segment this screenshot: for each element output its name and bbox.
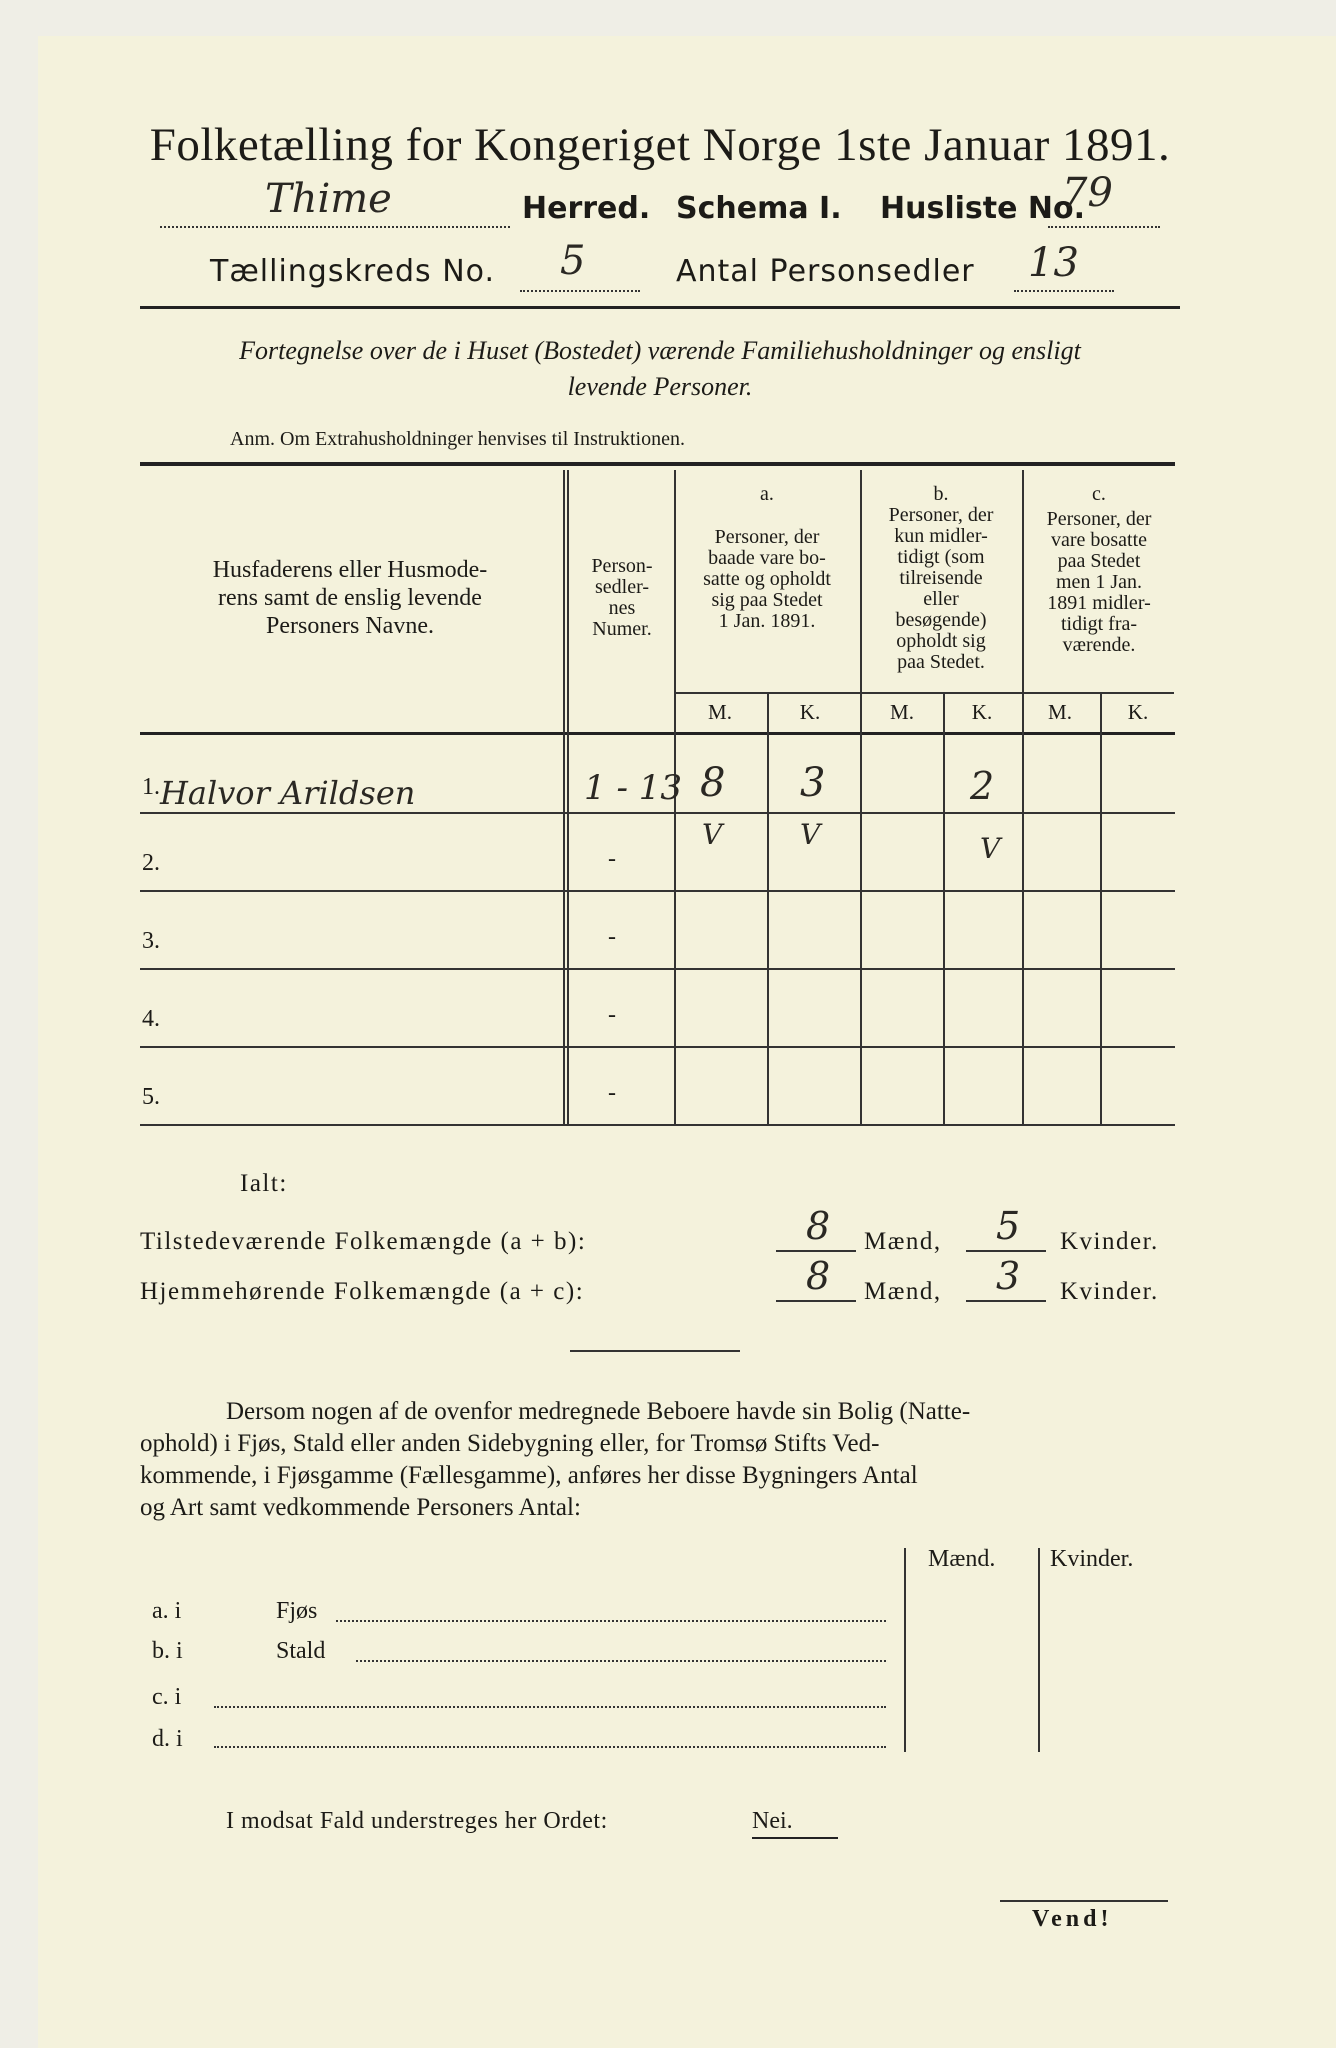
- anm-note: Anm. Om Extrahusholdninger henvises til Instruktionen.: [230, 428, 685, 450]
- row-4-sedler: -: [608, 1002, 616, 1028]
- row-rule-5: [140, 1124, 1175, 1126]
- kreds-label: Tællingskreds No.: [210, 254, 495, 289]
- row-c-dotline: [214, 1698, 886, 1708]
- row-number-1: 1.: [142, 774, 160, 800]
- row-1-b-k: 2: [970, 764, 995, 808]
- row-d-prefix: d. i: [152, 1726, 183, 1752]
- a-m-label: M.: [708, 700, 732, 724]
- kreds-value: 5: [560, 238, 586, 284]
- row-5-sedler: -: [608, 1080, 616, 1106]
- form-title: Folketælling for Kongeriget Norge 1ste Januar 1891.: [149, 119, 1171, 171]
- row-b-dotline: [356, 1652, 886, 1662]
- hjemme-label: Hjemmehørende Folkemængde (a + c):: [140, 1278, 585, 1305]
- herred-value: Thime: [265, 176, 392, 222]
- table-head-rule: [140, 732, 1175, 735]
- row-a-prefix: a. i: [152, 1598, 182, 1624]
- header-rule: [140, 306, 1180, 309]
- hjemme-m-line: [776, 1300, 856, 1302]
- col-head-c: c. Personer, der vare bosatte paa Stedet men 1 Jan. 1891 midler- tidigt fra- værende.: [1046, 483, 1152, 656]
- col-divider-1b: [567, 470, 569, 1125]
- row-b-prefix: b. i: [152, 1638, 183, 1664]
- col-head-personsedler: Person- sedler- nes Numer.: [591, 555, 653, 640]
- b-k-label: K.: [971, 700, 993, 724]
- tilstede-label: Tilstedeværende Folkemængde (a + b):: [140, 1228, 587, 1255]
- col-head-a: a. Personer, der baade vare bo- satte og opholdt sig paa Stedet 1 Jan. 1891.: [703, 483, 831, 632]
- b-m-label: M.: [890, 700, 914, 724]
- tilstede-kvinder: Kvinder.: [1060, 1228, 1159, 1255]
- intro-line-2: levende Personer.: [567, 372, 753, 401]
- row-1-name: Halvor Arildsen: [160, 774, 416, 812]
- hjemme-m-value: 8: [806, 1254, 831, 1298]
- buildings-paragraph: Dersom nogen af de ovenfor medregnede Beboere havde sin Bolig (Natte- ophold) i Fjøs, Stald eller anden Sidebygning eller, for Tromsø Stifts Ved- kommende, i Fjøsgamme (Fællesgamme), anføres her disse Bygningers Antal og Art samt vedkommende Personers Antal:: [140, 1398, 971, 1521]
- hjemme-kvinder: Kvinder.: [1060, 1278, 1159, 1305]
- tilstede-k-line: [966, 1250, 1046, 1252]
- buildings-col-kvinder: Kvinder.: [1050, 1546, 1134, 1572]
- schema-label: Schema I.: [676, 191, 842, 226]
- row-1-a-m: 8: [700, 760, 726, 806]
- buildings-divider-1: [904, 1548, 906, 1752]
- row-1-check-ak: V: [800, 818, 821, 851]
- vend-rule: [1000, 1900, 1168, 1902]
- row-b-label: Stald: [276, 1638, 326, 1664]
- row-1-sedler: 1 - 13: [584, 768, 682, 808]
- hjemme-k-value: 3: [996, 1254, 1021, 1298]
- row-number-3: 3.: [142, 928, 160, 954]
- row-number-5: 5.: [142, 1084, 160, 1110]
- row-1-a-k: 3: [800, 760, 826, 806]
- row-rule-4: [140, 1046, 1175, 1048]
- row-number-2: 2.: [142, 850, 160, 876]
- personsedler-label: Antal Personsedler: [676, 254, 975, 289]
- row-rule-3: [140, 968, 1175, 970]
- col-head-b: b. Personer, der kun midler- tidigt (som tilreisende eller besøgende) opholdt sig paa Stedet.: [888, 483, 994, 673]
- intro-line-1: Fortegnelse over de i Huset (Bostedet) værende Familiehusholdninger og ensligt: [239, 336, 1081, 365]
- row-a-dotline: [336, 1612, 886, 1622]
- tilstede-k-value: 5: [996, 1204, 1021, 1248]
- row-c-prefix: c. i: [152, 1684, 182, 1710]
- mk-top-rule: [674, 692, 1174, 694]
- row-a-label: Fjøs: [276, 1598, 318, 1624]
- col-head-names: Husfaderens eller Husmode- rens samt de enslig levende Personers Navne.: [212, 557, 488, 639]
- row-d-dotline: [214, 1738, 886, 1748]
- table-top-rule: [140, 462, 1175, 466]
- husliste-value: 79: [1062, 170, 1113, 216]
- husliste-dotline: [1048, 216, 1160, 228]
- nei-prefix: I modsat Fald understreges her Ordet:: [226, 1808, 608, 1834]
- vend-label: Vend!: [1032, 1906, 1113, 1932]
- row-rule-2: [140, 890, 1175, 892]
- herred-label: Herred.: [522, 191, 651, 226]
- tilstede-m-value: 8: [806, 1204, 831, 1248]
- col-divider-1: [563, 470, 565, 1125]
- row-1-check-am: V: [702, 818, 723, 851]
- hjemme-k-line: [966, 1300, 1046, 1302]
- hjemme-maend: Mænd,: [864, 1278, 942, 1305]
- row-rule-1: [140, 812, 1175, 814]
- personsedler-value: 13: [1028, 240, 1079, 286]
- buildings-divider-2: [1038, 1548, 1040, 1752]
- col-divider-a-mk: [767, 692, 769, 1125]
- c-k-label: K.: [1127, 700, 1149, 724]
- nei-word: Nei.: [752, 1808, 838, 1839]
- row-2-sedler: -: [608, 846, 616, 872]
- a-k-label: K.: [799, 700, 821, 724]
- col-divider-c-mk: [1100, 692, 1102, 1125]
- tilstede-maend: Mænd,: [864, 1228, 942, 1255]
- row-3-sedler: -: [608, 924, 616, 950]
- tilstede-m-line: [776, 1250, 856, 1252]
- row-number-4: 4.: [142, 1006, 160, 1032]
- row-1-check-bk: V: [980, 832, 1001, 865]
- husliste-label: Husliste No.: [880, 191, 1085, 226]
- buildings-col-maend: Mænd.: [928, 1546, 996, 1572]
- ialt-label: Ialt:: [240, 1170, 288, 1197]
- col-divider-b-mk: [943, 692, 945, 1125]
- c-m-label: M.: [1048, 700, 1072, 724]
- section-divider: [570, 1350, 740, 1352]
